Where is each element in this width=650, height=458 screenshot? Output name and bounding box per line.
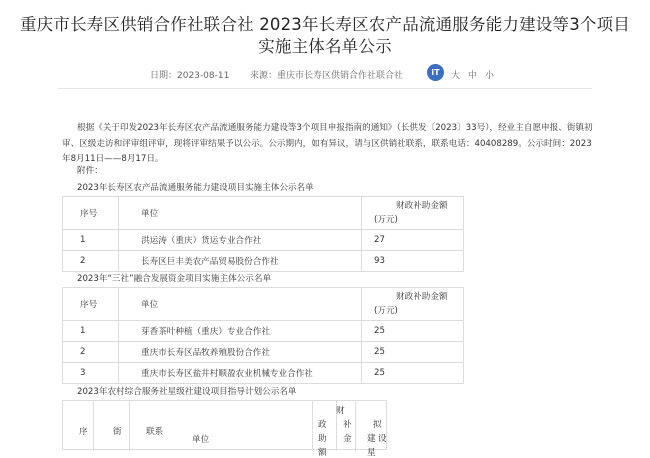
cell-unit: 长寿区巨丰美农产品贸易股份合作社 [119, 251, 362, 272]
col-header-amount-5: 金 [343, 434, 352, 444]
amount-label: 财政补助金额 [396, 201, 448, 211]
cell-index: 3 [63, 363, 119, 384]
cell-unit: 重庆市长寿区盐井村顺盈农业机械专业合作社 [119, 363, 362, 384]
cell-unit: 重庆市长寿区品牧养殖股份合作社 [119, 342, 362, 363]
cell-amount: 25 [362, 342, 464, 363]
col-header-unit: 单位 [119, 197, 362, 230]
cell-index: 1 [63, 230, 119, 251]
font-size-icon[interactable]: iT [427, 64, 444, 81]
table-header-row [63, 288, 464, 321]
article-title: 重庆市长寿区供销合作社联合社 2023年长寿区农产品流通服务能力建设等3个项目 实施主体名单公示 [19, 15, 631, 56]
col-header-street: 街 [113, 427, 122, 437]
col-header-contact: 联系 [146, 427, 164, 437]
col-header-unit: 单位 [192, 435, 210, 445]
cell-unit: 芽香茶叶种植（重庆）专业合作社 [119, 321, 362, 342]
cell-index: 2 [63, 342, 119, 363]
col-header-amount-2: 政 [318, 420, 327, 430]
table1-caption: 2023年长寿区农产品流通服务能力建设项目实施主体公示名单 [77, 183, 314, 193]
table2-caption: 2023年“三社”融合发展资金项目实施主体公示名单 [77, 274, 272, 284]
table-row [63, 342, 464, 363]
col-header-star-2: 建 [367, 434, 376, 444]
cell-unit: 洪运涛（重庆）货运专业合作社 [119, 230, 362, 251]
col-header-amount-1: 财 [336, 406, 345, 416]
header-divider [58, 88, 592, 89]
cell-amount: 93 [362, 251, 464, 272]
article-meta [0, 63, 650, 83]
col-header-index: 序号 [63, 288, 119, 321]
font-size-small-button[interactable]: 小 [485, 71, 495, 81]
col-header-amount-4: 助 [318, 434, 327, 444]
attachment-label: 附件： [77, 166, 103, 176]
col-header-amount [362, 197, 464, 230]
col-header-index: 序号 [63, 197, 119, 230]
table-row [63, 251, 464, 272]
table1 [62, 196, 464, 272]
amount-unit: (万元) [374, 306, 398, 316]
table-row [63, 321, 464, 342]
col-header-amount-3: 补 [343, 420, 352, 430]
font-size-large-button[interactable]: 大 [451, 71, 461, 81]
table3-caption: 2023年农村综合服务社星级社建设项目指导计划公示名单 [77, 387, 297, 397]
table-header-row [63, 197, 464, 230]
cell-amount: 25 [362, 321, 464, 342]
amount-unit: (万元) [374, 215, 398, 225]
table-row [63, 230, 464, 251]
col-header-index: 序 [79, 427, 88, 437]
table-row [63, 363, 464, 384]
font-size-medium-button[interactable]: 中 [468, 71, 478, 81]
col-header-star-3: 设 [378, 434, 387, 444]
col-header-star-1: 拟 [373, 420, 382, 430]
cell-amount: 25 [362, 363, 464, 384]
col-header-amount-6: 额 [318, 448, 327, 458]
col-header-amount [362, 288, 464, 321]
col-header-unit: 单位 [119, 288, 362, 321]
amount-label: 财政补助金额 [396, 292, 448, 302]
article-source: 来源：重庆市长寿区供销合作社联合社 [250, 71, 404, 81]
cell-index: 2 [63, 251, 119, 272]
cell-amount: 27 [362, 230, 464, 251]
col-header-star-4: 星 [367, 448, 376, 458]
table2 [62, 287, 464, 384]
intro-paragraph: 根据《关于印发2023年长寿区农产品流通服务能力建设等3个项目申报指南的通知》（长供发〔2023〕33号），经业主自愿申报、街镇初审、区级走访和评审组评审，现将评审结果予以公示。公示期内，如有异议，请与区供销社联系，联系电话：40408289。公示时间：2023年8月11日——8月17日。 [62, 123, 593, 164]
publish-date: 日期：2023-08-11 [150, 71, 230, 81]
cell-index: 1 [63, 321, 119, 342]
